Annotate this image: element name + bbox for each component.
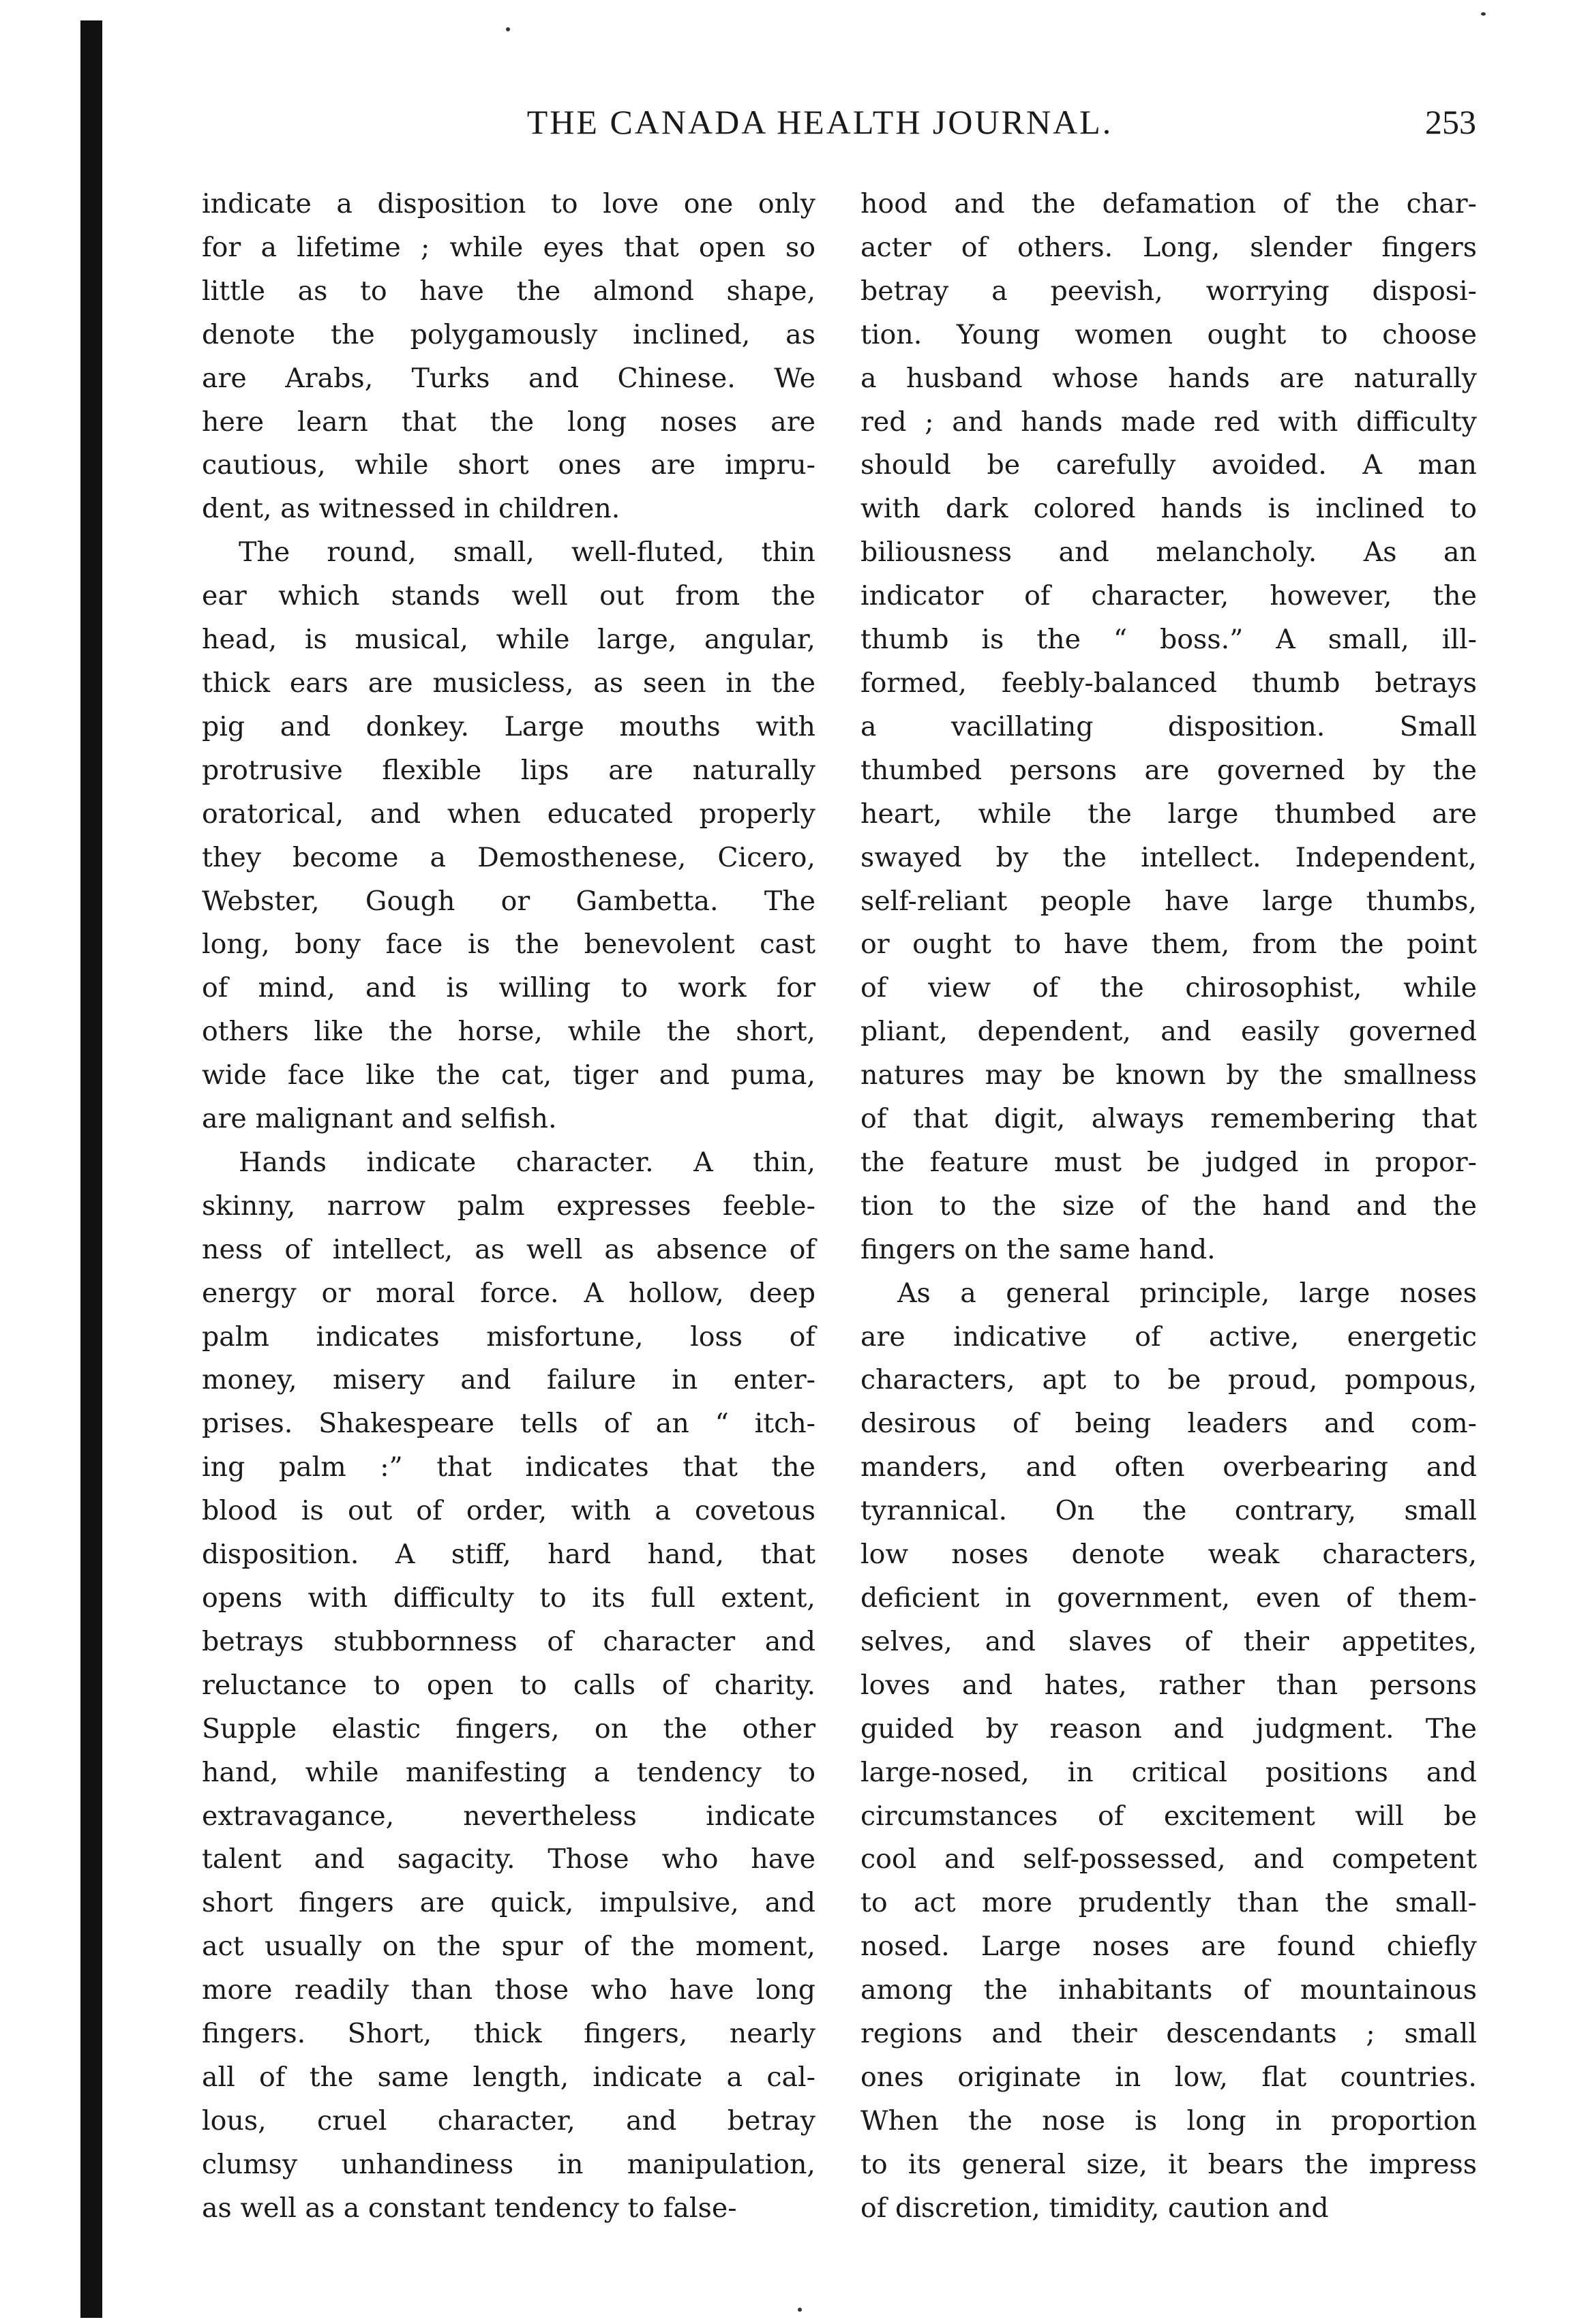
text-line: Supple elastic fingers, on the other xyxy=(202,1712,815,1745)
page-number: 253 xyxy=(1425,103,1476,141)
text-line: to act more prudently than the small- xyxy=(860,1887,1477,1919)
text-line: as well as a constant tendency to false- xyxy=(202,2192,737,2224)
text-line: fingers. Short, thick fingers, nearly xyxy=(202,2018,815,2050)
text-line: dent, as witnessed in children. xyxy=(202,493,620,525)
text-line: manders, and often overbearing and xyxy=(860,1451,1477,1483)
text-line: extravagance, nevertheless indicate xyxy=(202,1800,815,1832)
text-line: long, bony face is the benevolent cast xyxy=(202,929,815,961)
text-line: more readily than those who have long xyxy=(202,1974,815,2006)
text-line: are indicative of active, energetic xyxy=(860,1321,1477,1353)
text-line: guided by reason and judgment. The xyxy=(860,1712,1477,1745)
text-line: pliant, dependent, and easily governed xyxy=(860,1016,1477,1048)
text-line: indicator of character, however, the xyxy=(860,580,1477,612)
text-line: indicate a disposition to love one only xyxy=(202,188,815,220)
text-line: short fingers are quick, impulsive, and xyxy=(202,1887,815,1919)
text-line: natures may be known by the smallness xyxy=(860,1059,1477,1091)
text-line: betrays stubbornness of character and xyxy=(202,1625,815,1657)
text-line: cool and self-possessed, and competent xyxy=(860,1843,1477,1875)
text-line: tion. Young women ought to choose xyxy=(860,318,1477,350)
text-line: cautious, while short ones are impru- xyxy=(202,449,815,481)
right-text-column xyxy=(860,183,1477,2231)
text-line: or ought to have them, from the point xyxy=(860,929,1477,961)
text-line: swayed by the intellect. Independent, xyxy=(860,841,1477,873)
text-line: wide face like the cat, tiger and puma, xyxy=(202,1059,815,1091)
paragraph xyxy=(860,1272,1477,2231)
text-line: energy or moral force. A hollow, deep xyxy=(202,1277,815,1309)
text-line: palm indicates misfortune, loss of xyxy=(202,1321,815,1353)
text-line: regions and their descendants ; small xyxy=(860,2018,1477,2050)
text-line: blood is out of order, with a covetous xyxy=(202,1495,815,1527)
text-line: circumstances of excitement will be xyxy=(860,1800,1477,1832)
text-line: act usually on the spur of the moment, xyxy=(202,1931,815,1963)
print-speck xyxy=(1481,12,1486,16)
text-line: skinny, narrow palm expresses feeble- xyxy=(202,1190,815,1222)
text-line: reluctance to open to calls of charity. xyxy=(202,1669,815,1701)
text-line: large-nosed, in critical positions and xyxy=(860,1756,1477,1788)
text-line: with dark colored hands is inclined to xyxy=(860,493,1477,525)
text-line: for a lifetime ; while eyes that open so xyxy=(202,231,815,263)
text-line: are malignant and selfish. xyxy=(202,1103,557,1135)
text-line: thick ears are musicless, as seen in the xyxy=(202,667,815,699)
binding-edge-shadow xyxy=(80,20,102,2318)
text-line: of view of the chirosophist, while xyxy=(860,972,1477,1004)
text-line: desirous of being leaders and com- xyxy=(860,1408,1477,1440)
text-line: protrusive flexible lips are naturally xyxy=(202,754,815,786)
print-speck xyxy=(798,2308,802,2312)
text-line: of discretion, timidity, caution and xyxy=(860,2192,1329,2224)
text-line: heart, while the large thumbed are xyxy=(860,798,1477,830)
paragraph xyxy=(202,1141,815,2231)
text-line: all of the same length, indicate a cal- xyxy=(202,2061,815,2093)
text-line: acter of others. Long, slender fingers xyxy=(860,231,1477,263)
text-line: others like the horse, while the short, xyxy=(202,1016,815,1048)
text-line: disposition. A stiff, hard hand, that xyxy=(202,1539,815,1571)
text-line: a vacillating disposition. Small xyxy=(860,710,1477,742)
text-line: deficient in government, even of them- xyxy=(860,1582,1477,1614)
text-line: talent and sagacity. Those who have xyxy=(202,1843,815,1875)
text-line: thumb is the “ boss.” A small, ill- xyxy=(860,624,1477,656)
text-line: Webster, Gough or Gambetta. The xyxy=(202,885,815,917)
text-line: tion to the size of the hand and the xyxy=(860,1190,1477,1222)
text-line: pig and donkey. Large mouths with xyxy=(202,710,815,742)
paragraph xyxy=(860,183,1477,1272)
text-line: to its general size, it bears the impress xyxy=(860,2148,1477,2180)
text-line: clumsy unhandiness in manipulation, xyxy=(202,2148,815,2180)
text-line: little as to have the almond shape, xyxy=(202,275,815,307)
text-line: hood and the defamation of the char- xyxy=(860,188,1477,220)
running-title: THE CANADA HEALTH JOURNAL. xyxy=(526,103,1113,141)
text-line: oratorical, and when educated properly xyxy=(202,798,815,830)
text-line: tyrannical. On the contrary, small xyxy=(860,1495,1477,1527)
text-line: money, misery and failure in enter- xyxy=(202,1364,815,1396)
paragraph xyxy=(202,531,815,1141)
text-line: loves and hates, rather than persons xyxy=(860,1669,1477,1701)
text-line: a husband whose hands are naturally xyxy=(860,362,1477,394)
text-line: they become a Demosthenese, Cicero, xyxy=(202,841,815,873)
text-line: As a general principle, large noses xyxy=(897,1277,1477,1309)
text-line: ness of intellect, as well as absence of xyxy=(202,1233,815,1265)
paragraph xyxy=(202,183,815,531)
text-line: should be carefully avoided. A man xyxy=(860,449,1477,481)
print-speck xyxy=(506,27,510,31)
text-line: among the inhabitants of mountainous xyxy=(860,1974,1477,2006)
text-line: here learn that the long noses are xyxy=(202,406,815,438)
left-text-column xyxy=(202,183,815,2231)
text-line: fingers on the same hand. xyxy=(860,1233,1216,1265)
text-line: hand, while manifesting a tendency to xyxy=(202,1756,815,1788)
text-line: are Arabs, Turks and Chinese. We xyxy=(202,362,815,394)
text-line: selves, and slaves of their appetites, xyxy=(860,1625,1477,1657)
text-line: ing palm :” that indicates that the xyxy=(202,1451,815,1483)
text-line: When the nose is long in proportion xyxy=(860,2104,1477,2137)
text-line: the feature must be judged in propor- xyxy=(860,1146,1477,1178)
text-line: thumbed persons are governed by the xyxy=(860,754,1477,786)
text-line: biliousness and melancholy. As an xyxy=(860,537,1477,569)
text-line: of mind, and is willing to work for xyxy=(202,972,815,1004)
text-line: betray a peevish, worrying disposi- xyxy=(860,275,1477,307)
text-line: ones originate in low, flat countries. xyxy=(860,2061,1477,2093)
text-line: low noses denote weak characters, xyxy=(860,1539,1477,1571)
text-line: ear which stands well out from the xyxy=(202,580,815,612)
text-line: prises. Shakespeare tells of an “ itch- xyxy=(202,1408,815,1440)
page-header xyxy=(164,102,1476,157)
text-line: denote the polygamously inclined, as xyxy=(202,318,815,350)
text-line: The round, small, well-fluted, thin xyxy=(239,537,815,569)
text-line: self-reliant people have large thumbs, xyxy=(860,885,1477,917)
text-line: opens with difficulty to its full extent, xyxy=(202,1582,815,1614)
text-line: formed, feebly-balanced thumb betrays xyxy=(860,667,1477,699)
text-line: head, is musical, while large, angular, xyxy=(202,624,815,656)
text-line: characters, apt to be proud, pompous, xyxy=(860,1364,1477,1396)
text-line: red ; and hands made red with difficulty xyxy=(860,406,1477,438)
text-line: lous, cruel character, and betray xyxy=(202,2104,815,2137)
text-line: of that digit, always remembering that xyxy=(860,1103,1477,1135)
text-line: nosed. Large noses are found chiefly xyxy=(860,1931,1477,1963)
text-line: Hands indicate character. A thin, xyxy=(239,1146,815,1178)
